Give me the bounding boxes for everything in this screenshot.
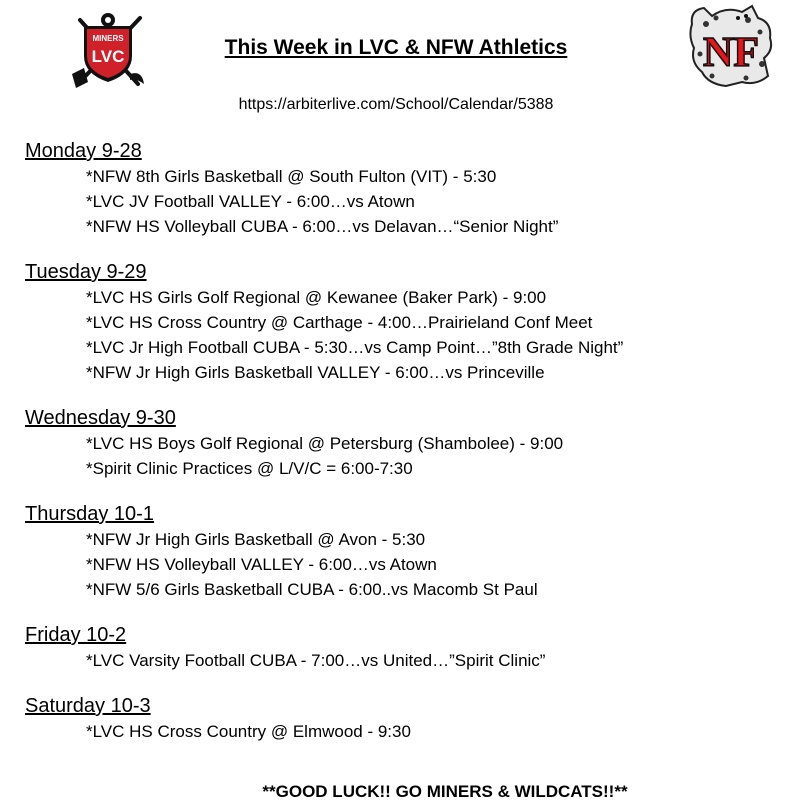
event-item: *LVC Varsity Football CUBA - 7:00…vs United…”Spirit Clinic” xyxy=(86,651,546,670)
day-heading: Monday 9-28 xyxy=(25,140,142,162)
event-item: *LVC HS Boys Golf Regional @ Petersburg (Shambolee) - 9:00 xyxy=(86,434,564,453)
day-wednesday xyxy=(25,405,785,481)
event-item: *NFW HS Volleyball VALLEY - 6:00…vs Atown xyxy=(86,555,437,574)
event-item: *Spirit Clinic Practices @ L/V/C = 6:00-7:30 xyxy=(86,459,413,478)
event-item: *LVC JV Football VALLEY - 6:00…vs Atown xyxy=(86,192,415,211)
day-heading: Tuesday 9-29 xyxy=(25,261,147,283)
day-monday xyxy=(25,138,785,239)
calendar-url[interactable]: https://arbiterlive.com/School/Calendar/5388 xyxy=(238,96,554,113)
event-item: *LVC HS Cross Country @ Carthage - 4:00…Prairieland Conf Meet xyxy=(86,313,593,332)
day-heading: Wednesday 9-30 xyxy=(25,407,176,429)
day-saturday xyxy=(25,693,785,744)
day-heading: Thursday 10-1 xyxy=(25,503,154,525)
day-heading: Saturday 10-3 xyxy=(25,695,151,717)
event-item: *NFW Jr High Girls Basketball @ Avon - 5:30 xyxy=(86,530,426,549)
event-item: *LVC HS Cross Country @ Elmwood - 9:30 xyxy=(86,722,411,741)
footer-message: **GOOD LUCK!! GO MINERS & WILDCATS!!** xyxy=(262,782,628,801)
event-item: *NFW Jr High Girls Basketball VALLEY - 6:00…vs Princeville xyxy=(86,363,545,382)
day-heading: Friday 10-2 xyxy=(25,624,127,646)
weekly-schedule xyxy=(25,138,785,764)
event-item: *LVC HS Girls Golf Regional @ Kewanee (Baker Park) - 9:00 xyxy=(86,288,547,307)
day-friday xyxy=(25,622,785,673)
page-title: This Week in LVC & NFW Athletics xyxy=(224,36,568,59)
event-item: *LVC Jr High Football CUBA - 5:30…vs Camp Point…”8th Grade Night” xyxy=(86,338,624,357)
event-item: *NFW 8th Girls Basketball @ South Fulton (VIT) - 5:30 xyxy=(86,167,497,186)
event-item: *NFW 5/6 Girls Basketball CUBA - 6:00..vs Macomb St Paul xyxy=(86,580,538,599)
day-thursday xyxy=(25,501,785,602)
day-tuesday xyxy=(25,259,785,385)
event-item: *NFW HS Volleyball CUBA - 6:00…vs Delavan…“Senior Night” xyxy=(86,217,559,236)
logo-left-top-text: MINERS xyxy=(92,34,124,43)
logo-right-text: NF xyxy=(703,30,759,76)
logo-left-main-text: LVC xyxy=(91,47,125,66)
